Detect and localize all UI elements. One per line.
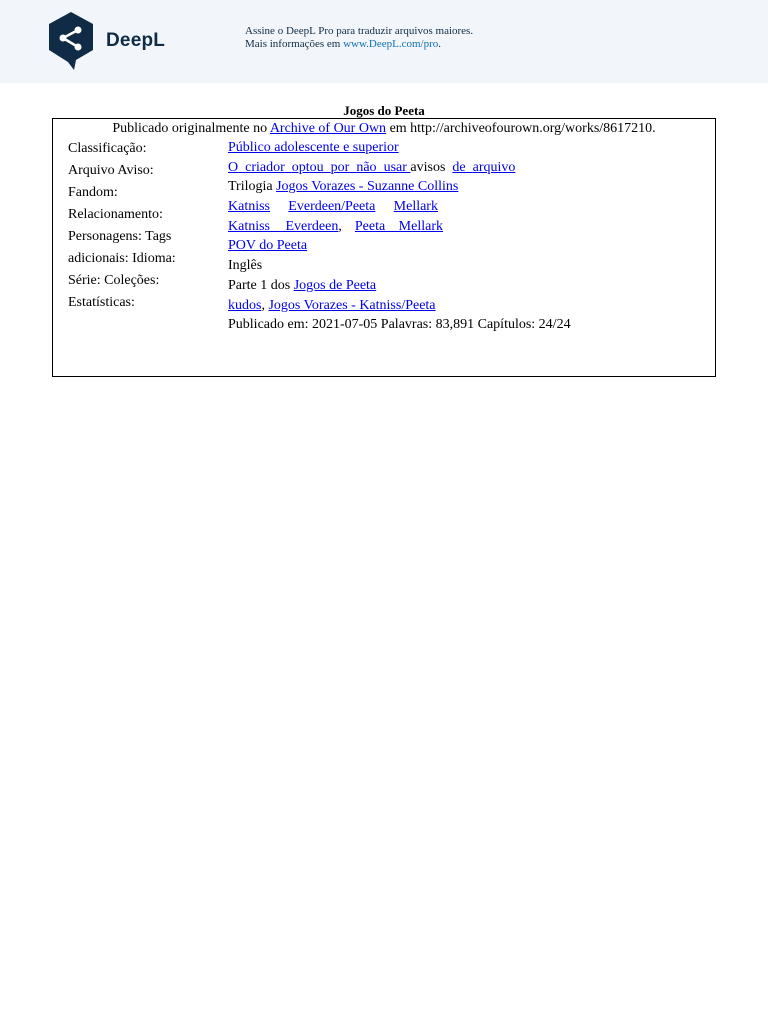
label-series: Série: Coleções: xyxy=(68,273,160,288)
warning-word: de xyxy=(452,159,466,175)
value-tags xyxy=(228,236,571,256)
promo-line-2-suffix: . xyxy=(438,38,442,50)
value-relationship xyxy=(228,197,571,217)
deepl-banner xyxy=(0,0,768,83)
label-warning: Arquivo Aviso: xyxy=(68,163,154,178)
series-prefix: Parte 1 dos xyxy=(228,277,294,293)
warning-word: por xyxy=(330,159,350,175)
collection-link-1[interactable]: kudos xyxy=(228,297,262,313)
document-title: Jogos do Peeta xyxy=(343,103,425,118)
value-stats: Publicado em: 2021-07-05 Palavras: 83,891 Capítulos: 24/24 xyxy=(228,317,571,333)
series-link[interactable]: Jogos de Peeta xyxy=(293,277,377,293)
metadata-values xyxy=(228,138,571,335)
label-stats: Estatísticas: xyxy=(68,295,135,310)
promo-line-2 xyxy=(245,38,473,51)
collection-link-2[interactable]: Jogos Vorazes - Katniss/Peeta xyxy=(268,297,436,313)
work-metadata-box xyxy=(52,118,716,377)
characters-separator: , xyxy=(338,218,342,234)
relationship-word: Everdeen/Peeta xyxy=(288,199,376,215)
warning-link-1[interactable] xyxy=(228,160,410,175)
deepl-logo[interactable] xyxy=(46,10,165,72)
relationship-word: Mellark xyxy=(393,199,438,215)
character-link-2[interactable]: Peeta Mellark xyxy=(354,218,443,234)
warning-word: arquivo xyxy=(472,159,516,175)
origin-url: em http://archiveofourown.org/works/8617210. xyxy=(386,121,656,136)
rating-link[interactable]: Público adolescente e superior xyxy=(228,140,399,155)
promo-line-1: Assine o DeepL Pro para traduzir arquivos maiores. xyxy=(245,25,474,37)
relationship-word: Katniss xyxy=(228,199,270,215)
label-additional: adicionais: Idioma: xyxy=(68,251,176,266)
value-collections xyxy=(228,296,571,316)
warning-link-2[interactable] xyxy=(452,160,515,175)
value-characters xyxy=(228,217,571,237)
relationship-link[interactable] xyxy=(228,197,438,217)
warning-word: criador xyxy=(245,159,285,175)
value-fandom xyxy=(228,177,571,197)
label-fandom: Fandom: xyxy=(68,185,118,200)
promo-line-2-prefix: Mais informações em xyxy=(245,38,344,50)
value-series xyxy=(228,276,571,296)
value-rating xyxy=(228,138,571,158)
value-language: Inglês xyxy=(228,258,263,274)
tag-link[interactable]: POV do Peeta xyxy=(228,238,308,254)
collections-separator: , xyxy=(261,297,269,313)
fandom-prefix: Trilogia xyxy=(228,179,277,195)
label-rating: Classificação: xyxy=(68,141,147,156)
promo-text xyxy=(245,25,473,51)
deepl-brand-name: DeepL xyxy=(106,30,166,51)
deepl-share-icon xyxy=(46,10,96,72)
deepl-pro-link[interactable]: www.DeepL.com/pro xyxy=(343,38,439,50)
value-warning xyxy=(228,158,571,178)
warning-word: optou xyxy=(291,159,324,175)
label-relationship: Relacionamento: xyxy=(68,207,163,222)
warning-word: não xyxy=(356,159,377,175)
character-link-1[interactable]: Katniss Everdeen xyxy=(228,218,339,234)
warning-word: O xyxy=(228,159,239,175)
warning-word: avisos xyxy=(410,159,446,175)
archive-link[interactable]: Archive of Our Own xyxy=(269,121,387,136)
origin-line xyxy=(53,121,715,137)
origin-prefix: Publicado originalmente no xyxy=(112,121,270,136)
metadata-labels xyxy=(68,138,176,314)
warning-word: usar xyxy=(383,159,407,175)
fandom-link[interactable]: Jogos Vorazes - Suzanne Collins xyxy=(276,179,459,195)
label-characters: Personagens: Tags xyxy=(68,229,172,244)
